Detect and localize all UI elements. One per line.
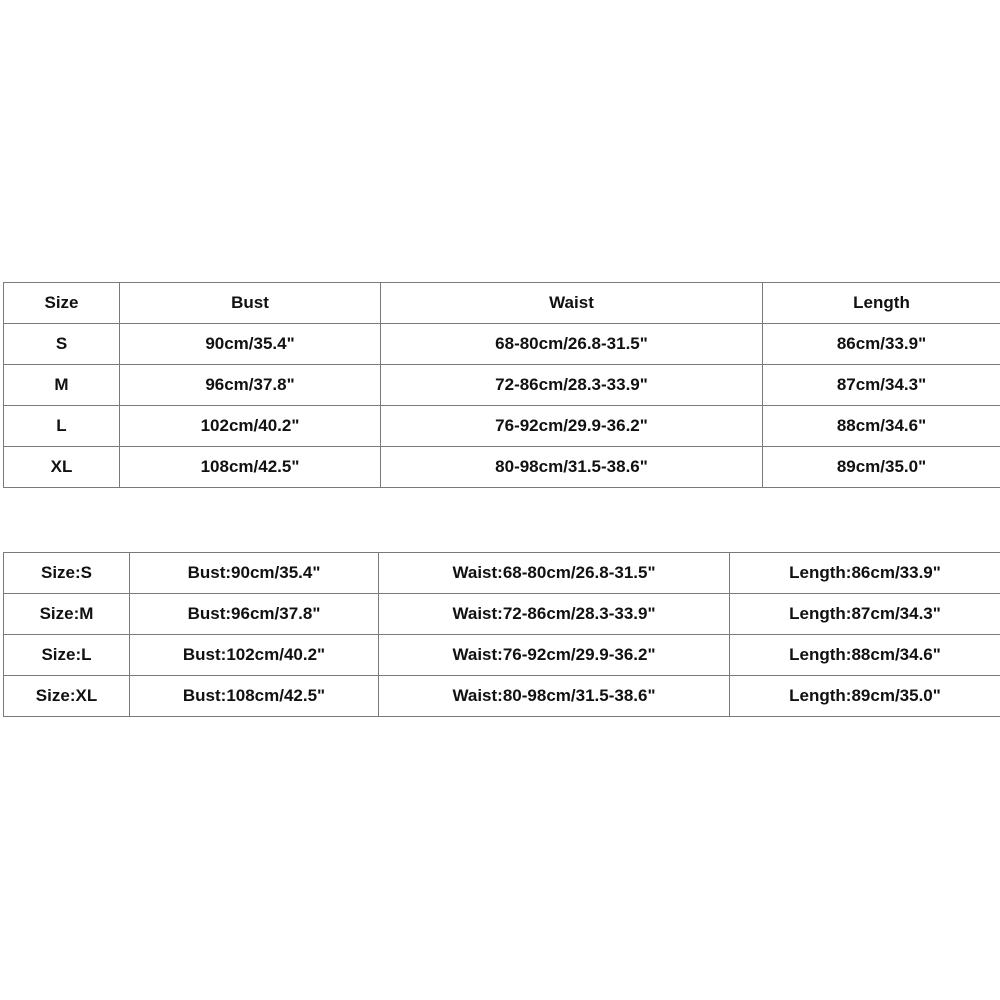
waist-cell: Waist:68-80cm/26.8-31.5" [379,553,730,594]
bust-cell: 96cm/37.8" [120,365,381,406]
size-chart-table [3,282,1000,488]
length-cell: 89cm/35.0" [763,447,1000,488]
bust-cell: Bust:90cm/35.4" [130,553,379,594]
waist-cell: 80-98cm/31.5-38.6" [381,447,763,488]
length-cell: 86cm/33.9" [763,324,1000,365]
table-row [4,365,1000,406]
table-row [4,594,1000,635]
bust-cell: 102cm/40.2" [120,406,381,447]
column-header-size: Size [4,283,120,324]
bust-cell: 108cm/42.5" [120,447,381,488]
column-header-bust: Bust [120,283,381,324]
bust-cell: 90cm/35.4" [120,324,381,365]
length-cell: 87cm/34.3" [763,365,1000,406]
size-cell: S [4,324,120,365]
waist-cell: 68-80cm/26.8-31.5" [381,324,763,365]
size-cell: Size:L [4,635,130,676]
size-cell: Size:S [4,553,130,594]
size-cell: Size:M [4,594,130,635]
length-cell: Length:88cm/34.6" [730,635,1000,676]
waist-cell: Waist:80-98cm/31.5-38.6" [379,676,730,717]
length-cell: 88cm/34.6" [763,406,1000,447]
table-header-row [4,283,1000,324]
table-row [4,406,1000,447]
length-cell: Length:87cm/34.3" [730,594,1000,635]
column-header-waist: Waist [381,283,763,324]
table-row [4,635,1000,676]
waist-cell: 72-86cm/28.3-33.9" [381,365,763,406]
bust-cell: Bust:96cm/37.8" [130,594,379,635]
size-cell: Size:XL [4,676,130,717]
size-chart-inline-table [3,552,1000,717]
waist-cell: Waist:76-92cm/29.9-36.2" [379,635,730,676]
waist-cell: 76-92cm/29.9-36.2" [381,406,763,447]
length-cell: Length:86cm/33.9" [730,553,1000,594]
bust-cell: Bust:102cm/40.2" [130,635,379,676]
length-cell: Length:89cm/35.0" [730,676,1000,717]
size-cell: XL [4,447,120,488]
size-cell: L [4,406,120,447]
size-cell: M [4,365,120,406]
bust-cell: Bust:108cm/42.5" [130,676,379,717]
column-header-length: Length [763,283,1000,324]
table-row [4,553,1000,594]
table-row [4,324,1000,365]
table-row [4,676,1000,717]
waist-cell: Waist:72-86cm/28.3-33.9" [379,594,730,635]
table-row [4,447,1000,488]
